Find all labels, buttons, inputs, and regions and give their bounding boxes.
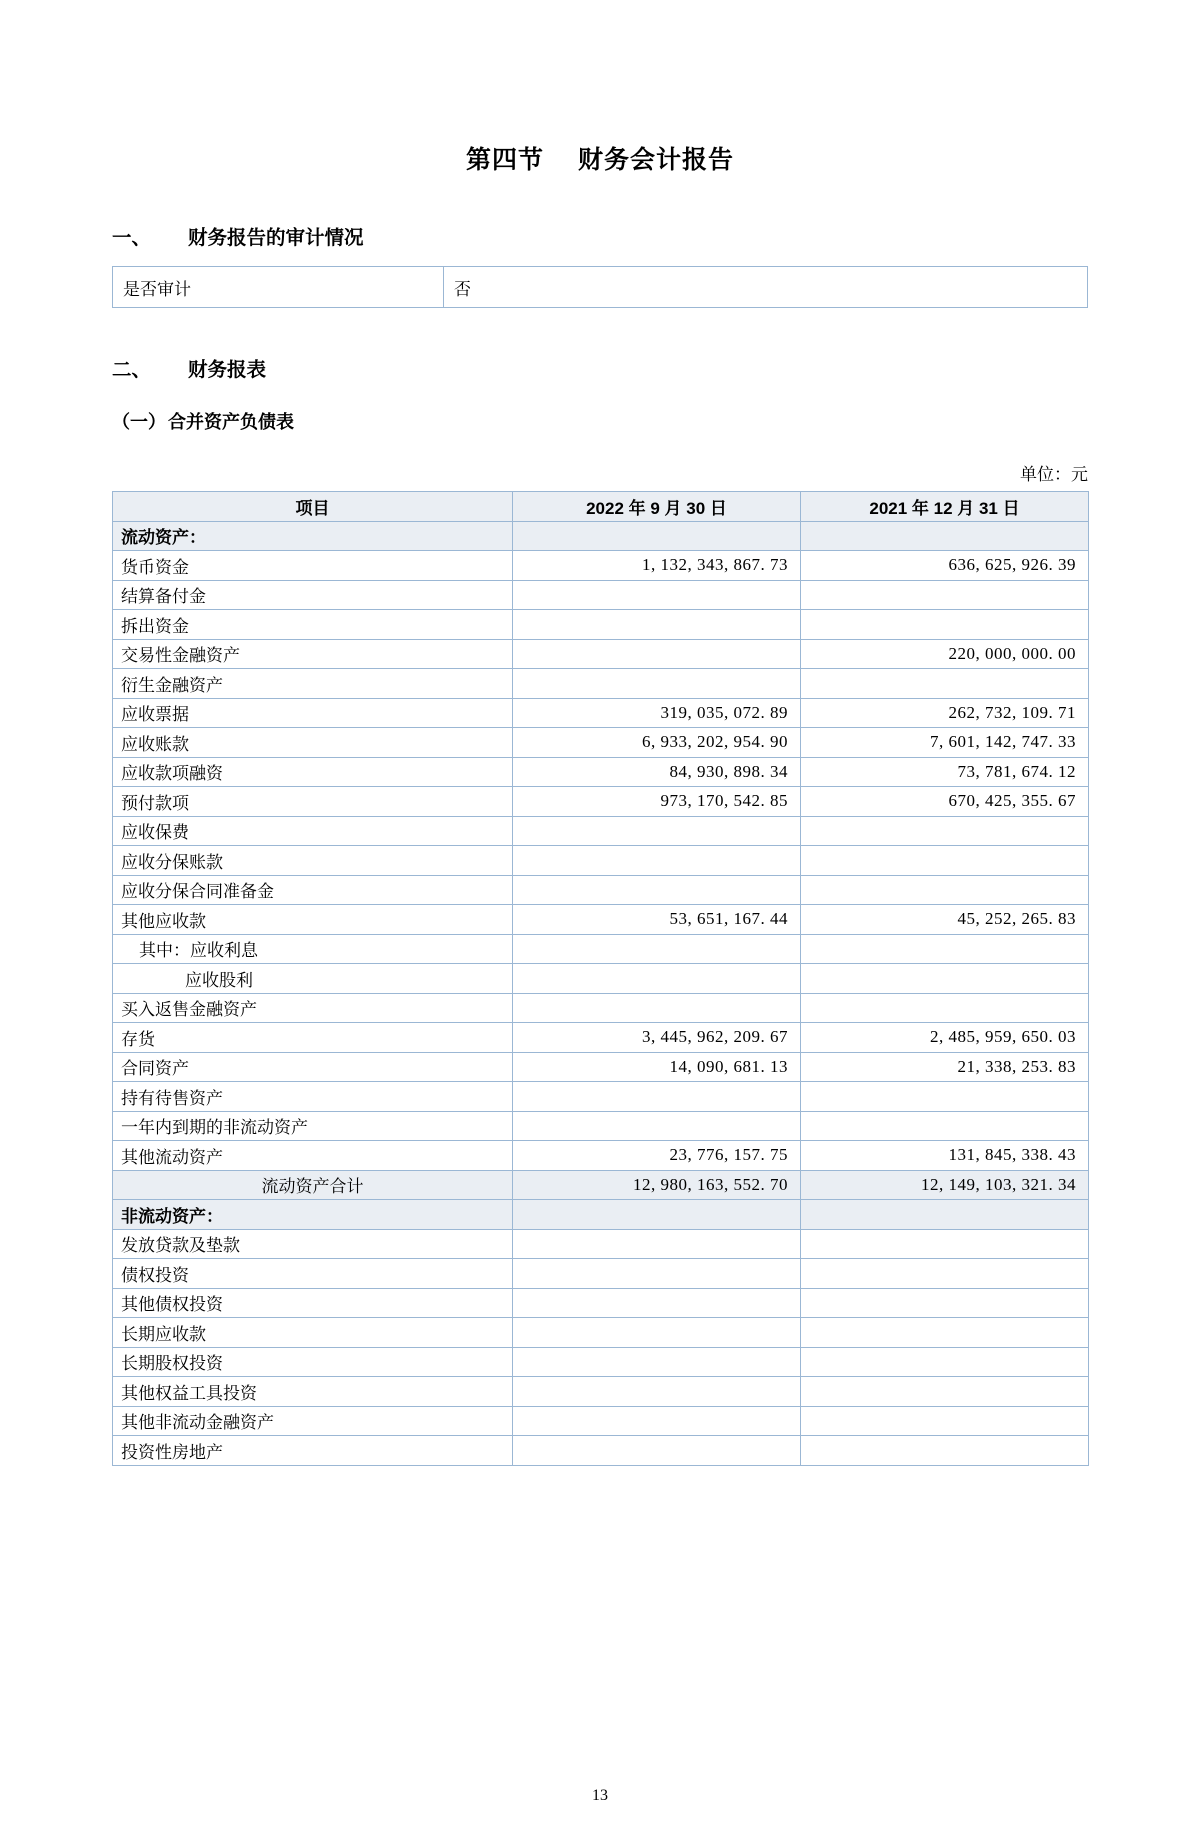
table-row <box>113 816 1089 846</box>
row-value-current <box>513 1347 801 1377</box>
table-row <box>113 1436 1089 1466</box>
row-value-current <box>513 964 801 994</box>
row-value-prior <box>801 1406 1089 1436</box>
row-item-label: 货币资金 <box>113 551 513 581</box>
row-value-current <box>513 639 801 669</box>
row-item-label: 买入返售金融资产 <box>113 993 513 1023</box>
row-value-current <box>513 1436 801 1466</box>
column-header-period-prior: 2021 年 12 月 31 日 <box>801 492 1089 522</box>
row-item-label: 衍生金融资产 <box>113 669 513 699</box>
row-item-label: 持有待售资产 <box>113 1082 513 1112</box>
row-value-current <box>513 580 801 610</box>
row-item-label: 债权投资 <box>113 1259 513 1289</box>
row-item-label: 应收款项融资 <box>113 757 513 787</box>
subsection-heading-text: 合并资产负债表 <box>168 412 294 432</box>
page-title-part2: 财务会计报告 <box>578 146 735 174</box>
table-row <box>113 1111 1089 1141</box>
table-row <box>113 1318 1089 1348</box>
row-value-current <box>513 1111 801 1141</box>
row-value-current <box>513 1200 801 1230</box>
row-value-prior <box>801 610 1089 640</box>
row-value-current <box>513 1406 801 1436</box>
row-value-current: 53, 651, 167. 44 <box>513 905 801 935</box>
row-item-label: 应收分保账款 <box>113 846 513 876</box>
row-item-label: 投资性房地产 <box>113 1436 513 1466</box>
row-value-prior: 131, 845, 338. 43 <box>801 1141 1089 1171</box>
row-value-prior: 636, 625, 926. 39 <box>801 551 1089 581</box>
section-heading-audit <box>112 222 1088 250</box>
row-value-prior <box>801 1200 1089 1230</box>
balance-sheet-body <box>113 521 1089 1465</box>
audit-value-cell: 否 <box>444 267 1088 308</box>
row-value-current <box>513 521 801 551</box>
row-value-prior <box>801 1082 1089 1112</box>
table-row <box>113 1170 1089 1200</box>
audit-status-table <box>112 266 1088 308</box>
row-value-prior: 220, 000, 000. 00 <box>801 639 1089 669</box>
table-header-row <box>113 492 1089 522</box>
table-row <box>113 1377 1089 1407</box>
row-value-current <box>513 1082 801 1112</box>
audit-label-cell: 是否审计 <box>113 267 444 308</box>
row-value-prior <box>801 521 1089 551</box>
table-row <box>113 551 1089 581</box>
row-value-prior <box>801 580 1089 610</box>
row-item-label: 发放贷款及垫款 <box>113 1229 513 1259</box>
table-row <box>113 610 1089 640</box>
row-item-label: 其他应收款 <box>113 905 513 935</box>
row-value-prior <box>801 669 1089 699</box>
row-item-label: 存货 <box>113 1023 513 1053</box>
table-row <box>113 1288 1089 1318</box>
row-item-label: 应收分保合同准备金 <box>113 875 513 905</box>
page-title <box>112 140 1088 176</box>
column-header-period-current: 2022 年 9 月 30 日 <box>513 492 801 522</box>
table-row <box>113 787 1089 817</box>
row-value-prior: 12, 149, 103, 321. 34 <box>801 1170 1089 1200</box>
section-number-two: 二、 <box>112 359 152 381</box>
table-row <box>113 1082 1089 1112</box>
row-item-label: 长期股权投资 <box>113 1347 513 1377</box>
row-value-current <box>513 816 801 846</box>
table-row <box>113 267 1088 308</box>
row-item-label: 预付款项 <box>113 787 513 817</box>
table-row <box>113 964 1089 994</box>
row-value-prior <box>801 875 1089 905</box>
row-value-prior: 2, 485, 959, 650. 03 <box>801 1023 1089 1053</box>
table-row <box>113 580 1089 610</box>
row-value-prior <box>801 1347 1089 1377</box>
subsection-heading-balance-sheet <box>112 408 1088 434</box>
row-value-current: 23, 776, 157. 75 <box>513 1141 801 1171</box>
table-row <box>113 728 1089 758</box>
row-value-prior: 262, 732, 109. 71 <box>801 698 1089 728</box>
table-row <box>113 1259 1089 1289</box>
row-value-prior <box>801 993 1089 1023</box>
table-row <box>113 669 1089 699</box>
row-item-label: 结算备付金 <box>113 580 513 610</box>
row-value-current <box>513 934 801 964</box>
row-item-label: 拆出资金 <box>113 610 513 640</box>
row-value-prior: 21, 338, 253. 83 <box>801 1052 1089 1082</box>
row-value-prior <box>801 1377 1089 1407</box>
row-item-label: 流动资产合计 <box>113 1170 513 1200</box>
row-item-label: 其中：应收利息 <box>113 934 513 964</box>
table-row <box>113 1141 1089 1171</box>
row-value-prior: 670, 425, 355. 67 <box>801 787 1089 817</box>
row-value-prior <box>801 1436 1089 1466</box>
row-item-label: 应收股利 <box>113 964 513 994</box>
table-row <box>113 757 1089 787</box>
row-value-prior <box>801 1288 1089 1318</box>
row-value-current <box>513 1229 801 1259</box>
row-value-current: 84, 930, 898. 34 <box>513 757 801 787</box>
row-value-prior <box>801 846 1089 876</box>
table-row <box>113 1229 1089 1259</box>
row-value-prior <box>801 964 1089 994</box>
balance-sheet-table <box>112 491 1089 1466</box>
table-row <box>113 846 1089 876</box>
row-value-current: 1, 132, 343, 867. 73 <box>513 551 801 581</box>
row-value-prior <box>801 934 1089 964</box>
row-value-prior <box>801 816 1089 846</box>
table-row <box>113 905 1089 935</box>
table-row <box>113 521 1089 551</box>
column-header-item: 项目 <box>113 492 513 522</box>
row-value-prior: 73, 781, 674. 12 <box>801 757 1089 787</box>
row-item-label: 长期应收款 <box>113 1318 513 1348</box>
row-item-label: 交易性金融资产 <box>113 639 513 669</box>
row-value-prior: 45, 252, 265. 83 <box>801 905 1089 935</box>
unit-label: 单位：元 <box>1020 465 1088 484</box>
row-value-current <box>513 1259 801 1289</box>
section-heading-statements <box>112 354 1088 382</box>
row-value-prior <box>801 1318 1089 1348</box>
row-value-current <box>513 669 801 699</box>
table-row <box>113 934 1089 964</box>
row-value-prior <box>801 1259 1089 1289</box>
table-row <box>113 993 1089 1023</box>
row-value-prior: 7, 601, 142, 747. 33 <box>801 728 1089 758</box>
row-value-current <box>513 610 801 640</box>
row-value-current <box>513 993 801 1023</box>
table-row <box>113 875 1089 905</box>
row-value-prior <box>801 1111 1089 1141</box>
row-value-current: 3, 445, 962, 209. 67 <box>513 1023 801 1053</box>
row-value-current: 6, 933, 202, 954. 90 <box>513 728 801 758</box>
row-value-current <box>513 846 801 876</box>
section-heading-statements-text: 财务报表 <box>188 359 267 381</box>
table-row <box>113 1023 1089 1053</box>
row-item-label: 应收保费 <box>113 816 513 846</box>
row-item-label: 应收票据 <box>113 698 513 728</box>
row-value-current: 12, 980, 163, 552. 70 <box>513 1170 801 1200</box>
row-value-current: 973, 170, 542. 85 <box>513 787 801 817</box>
table-row <box>113 1347 1089 1377</box>
row-value-current <box>513 1377 801 1407</box>
row-value-current <box>513 1318 801 1348</box>
row-item-label: 其他非流动金融资产 <box>113 1406 513 1436</box>
section-heading-audit-text: 财务报告的审计情况 <box>188 227 364 249</box>
table-row <box>113 1406 1089 1436</box>
row-item-label: 合同资产 <box>113 1052 513 1082</box>
document-page <box>0 140 1200 1837</box>
subsection-number: （一） <box>112 412 166 432</box>
row-item-label: 应收账款 <box>113 728 513 758</box>
row-item-label: 非流动资产： <box>113 1200 513 1230</box>
row-item-label: 其他流动资产 <box>113 1141 513 1171</box>
row-value-current: 14, 090, 681. 13 <box>513 1052 801 1082</box>
section-number-one: 一、 <box>112 227 152 249</box>
row-value-current: 319, 035, 072. 89 <box>513 698 801 728</box>
table-row <box>113 639 1089 669</box>
page-footer-number: 13 <box>592 1787 608 1804</box>
table-row <box>113 1052 1089 1082</box>
row-value-current <box>513 1288 801 1318</box>
row-item-label: 其他债权投资 <box>113 1288 513 1318</box>
page-title-part1: 第四节 <box>465 146 544 174</box>
table-row <box>113 698 1089 728</box>
table-row <box>113 1200 1089 1230</box>
row-value-current <box>513 875 801 905</box>
row-item-label: 流动资产： <box>113 521 513 551</box>
row-value-prior <box>801 1229 1089 1259</box>
row-item-label: 其他权益工具投资 <box>113 1377 513 1407</box>
row-item-label: 一年内到期的非流动资产 <box>113 1111 513 1141</box>
